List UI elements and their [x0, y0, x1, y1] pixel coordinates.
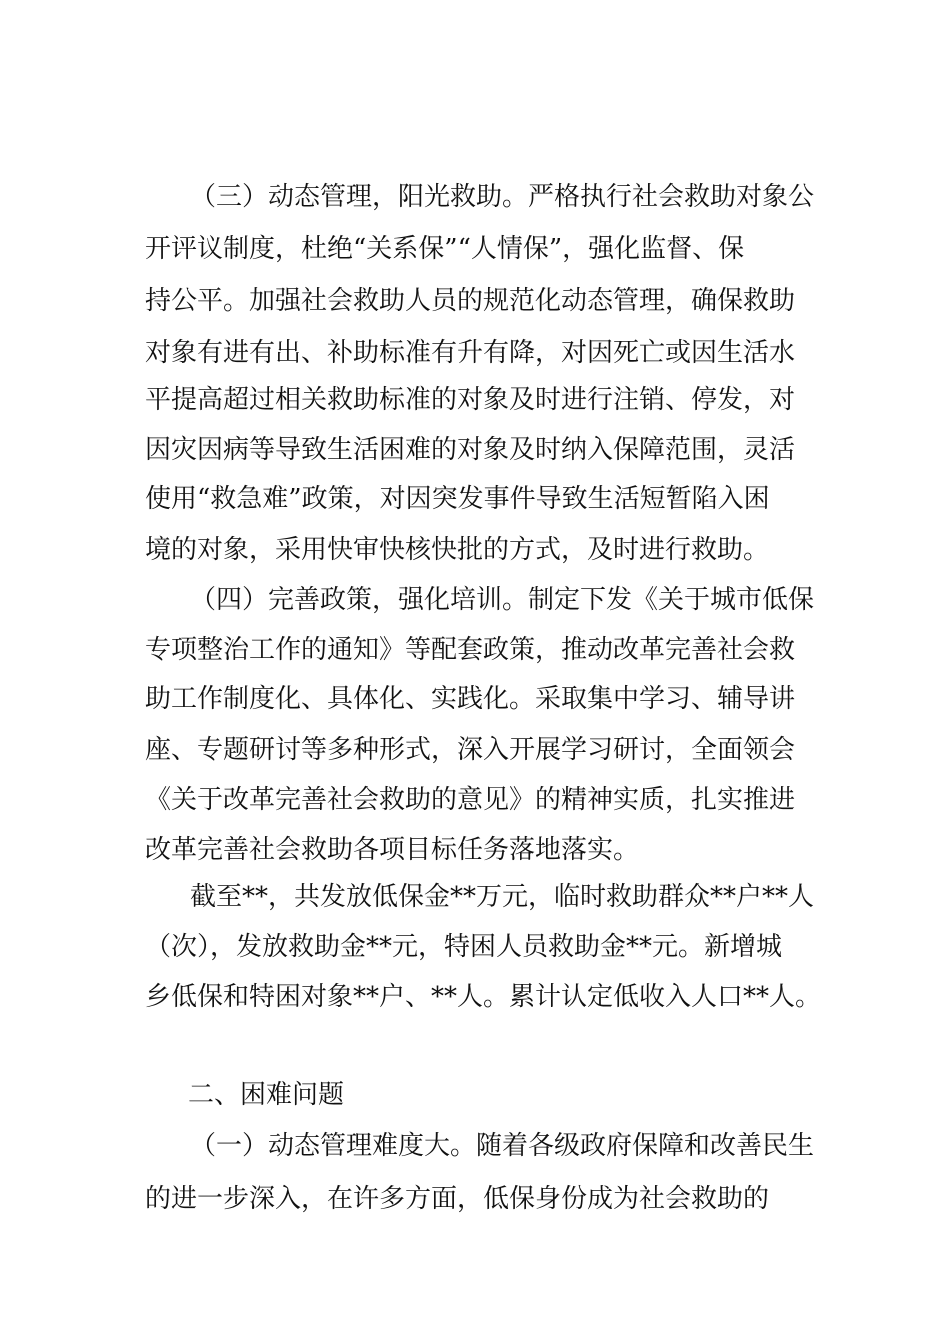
section-heading: 二、困难问题 [188, 1080, 345, 1110]
paragraph-line: 因灾因病等导致生活困难的对象及时纳入保障范围，灵活 [145, 435, 796, 465]
paragraph-line: （次），发放救助金**元，特困人员救助金**元。新增城 [145, 932, 783, 962]
paragraph-line: （一）动态管理难度大。随着各级政府保障和改善民生 [190, 1131, 815, 1161]
paragraph-line: 《关于改革完善社会救助的意见》的精神实质，扎实推进 [145, 785, 796, 815]
paragraph-line: （三）动态管理，阳光救助。严格执行社会救助对象公 [190, 182, 815, 212]
paragraph-line: 助工作制度化、具体化、实践化。采取集中学习、辅导讲 [145, 684, 796, 714]
paragraph-line: 的进一步深入，在许多方面，低保身份成为社会救助的 [145, 1184, 770, 1214]
paragraph-line: 使用“救急难”政策，对因突发事件导致生活短暂陷入困 [145, 484, 770, 514]
paragraph-line: 乡低保和特困对象**户、**人。累计认定低收入人口**人。 [145, 982, 822, 1012]
paragraph-line: 截至**，共发放低保金**万元，临时救助群众**户**人 [190, 882, 815, 912]
paragraph-line: 持公平。加强社会救助人员的规范化动态管理，确保救助 [145, 286, 796, 316]
paragraph-line: 座、专题研讨等多种形式，深入开展学习研讨，全面领会 [145, 735, 796, 765]
paragraph-line: 境的对象，采用快审快核快批的方式，及时进行救助。 [145, 535, 770, 565]
paragraph-line: 专项整治工作的通知》等配套政策，推动改革完善社会救 [145, 635, 796, 665]
paragraph-line: 改革完善社会救助各项目标任务落地落实。 [145, 835, 640, 865]
paragraph-line: 开评议制度，杜绝“关系保”“人情保”，强化监督、保 [145, 234, 745, 264]
paragraph-line: 平提高超过相关救助标准的对象及时进行注销、停发，对 [145, 385, 796, 415]
paragraph-line: （四）完善政策，强化培训。制定下发《关于城市低保 [190, 585, 815, 615]
paragraph-line: 对象有进有出、补助标准有升有降，对因死亡或因生活水 [145, 338, 796, 368]
